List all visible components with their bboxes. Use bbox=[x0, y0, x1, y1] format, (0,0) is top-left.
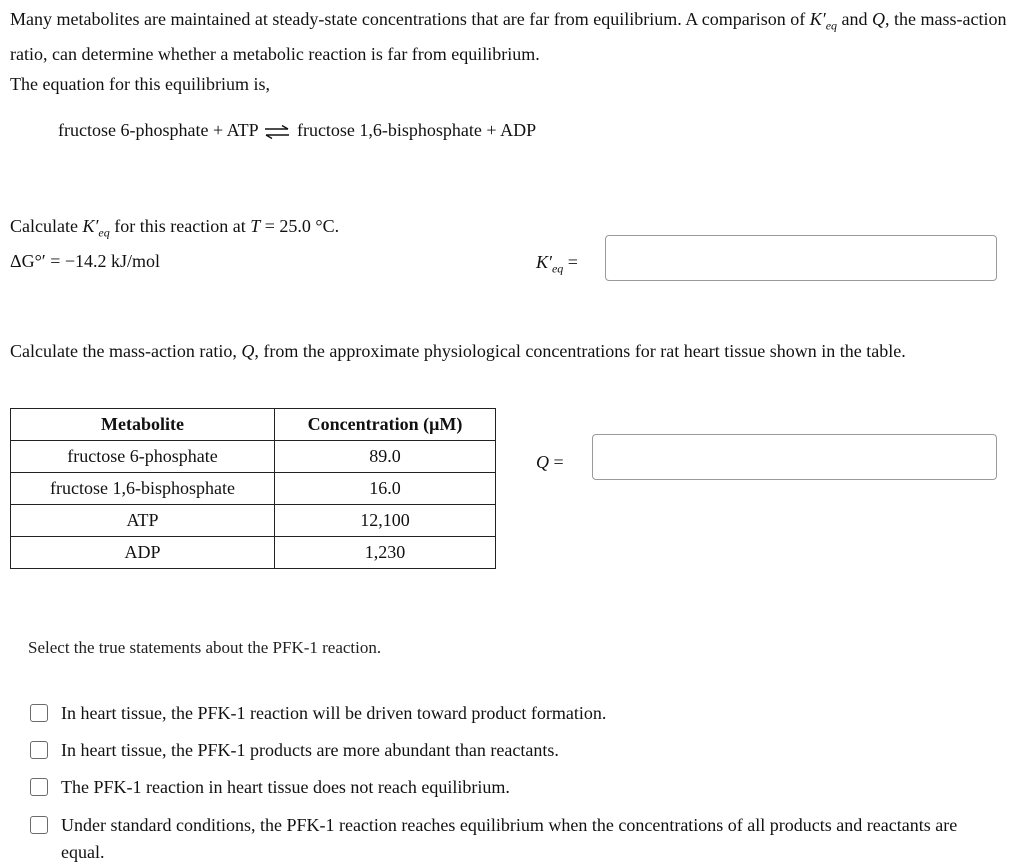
table-cell-metabolite: ATP bbox=[11, 505, 275, 537]
q-answer-label: Q = bbox=[536, 452, 564, 472]
intro-paragraph bbox=[10, 5, 1010, 68]
table-cell-concentration: 1,230 bbox=[275, 537, 496, 569]
keq-answer-label: $K'_{eq}$ = bbox=[536, 252, 578, 276]
table-cell-metabolite: fructose 1,6-bisphosphate bbox=[11, 473, 275, 505]
table-cell-metabolite: fructose 6-phosphate bbox=[11, 441, 275, 473]
concentration-table bbox=[10, 408, 496, 569]
part2-prompt: Calculate the mass-action ratio, Q, from the approximate physiological concentrations for rat heart tissue shown in the table. bbox=[10, 341, 906, 361]
intro-text-b: and bbox=[837, 9, 873, 29]
reaction-equation bbox=[58, 120, 536, 141]
table-row bbox=[11, 505, 496, 537]
equation-products: fructose 1,6-bisphosphate + ADP bbox=[296, 120, 537, 140]
part1-prompt: Calculate $K'_{eq}$ for this reaction at T = 25.0 °C. ΔG°′ = −14.2 kJ/mol bbox=[10, 212, 339, 275]
keq-symbol: $K'_{eq}$ bbox=[809, 9, 838, 33]
checkbox[interactable] bbox=[30, 778, 48, 796]
table-cell-concentration: 12,100 bbox=[275, 505, 496, 537]
delta-g-value: ΔG°′ = −14.2 kJ/mol bbox=[10, 250, 161, 271]
equilibrium-arrows-icon bbox=[264, 125, 290, 139]
table-row bbox=[11, 441, 496, 473]
part3-prompt: Select the true statements about the PFK-1 reaction. bbox=[28, 638, 382, 657]
checkbox[interactable] bbox=[30, 741, 48, 759]
intro-text-a: Many metabolites are maintained at steady-state concentrations that are far from equilibrium. A comparison of bbox=[10, 9, 810, 29]
checkbox[interactable] bbox=[30, 704, 48, 722]
table-header-concentration: Concentration (μM) bbox=[275, 409, 496, 441]
equation-intro: The equation for this equilibrium is, bbox=[10, 74, 270, 94]
keq-answer-input[interactable] bbox=[605, 235, 997, 281]
table-header-metabolite: Metabolite bbox=[11, 409, 275, 441]
q-symbol: Q bbox=[872, 9, 886, 29]
checkbox[interactable] bbox=[30, 816, 48, 834]
q-answer-input[interactable] bbox=[592, 434, 997, 480]
table-cell-concentration: 89.0 bbox=[275, 441, 496, 473]
table-row bbox=[11, 473, 496, 505]
table-cell-metabolite: ADP bbox=[11, 537, 275, 569]
table-header-row bbox=[11, 409, 496, 441]
intro-text-c: , the mass-action ratio, can determine whether a metabolic reaction is far from equilibrium. bbox=[10, 9, 1007, 64]
table-row bbox=[11, 537, 496, 569]
statement-option-4[interactable]: Under standard conditions, the PFK-1 reaction reaches equilibrium when the concentrations of all products and reactants are equal. bbox=[30, 812, 970, 866]
table-cell-concentration: 16.0 bbox=[275, 473, 496, 505]
equation-reactants: fructose 6-phosphate + ATP bbox=[58, 120, 258, 140]
